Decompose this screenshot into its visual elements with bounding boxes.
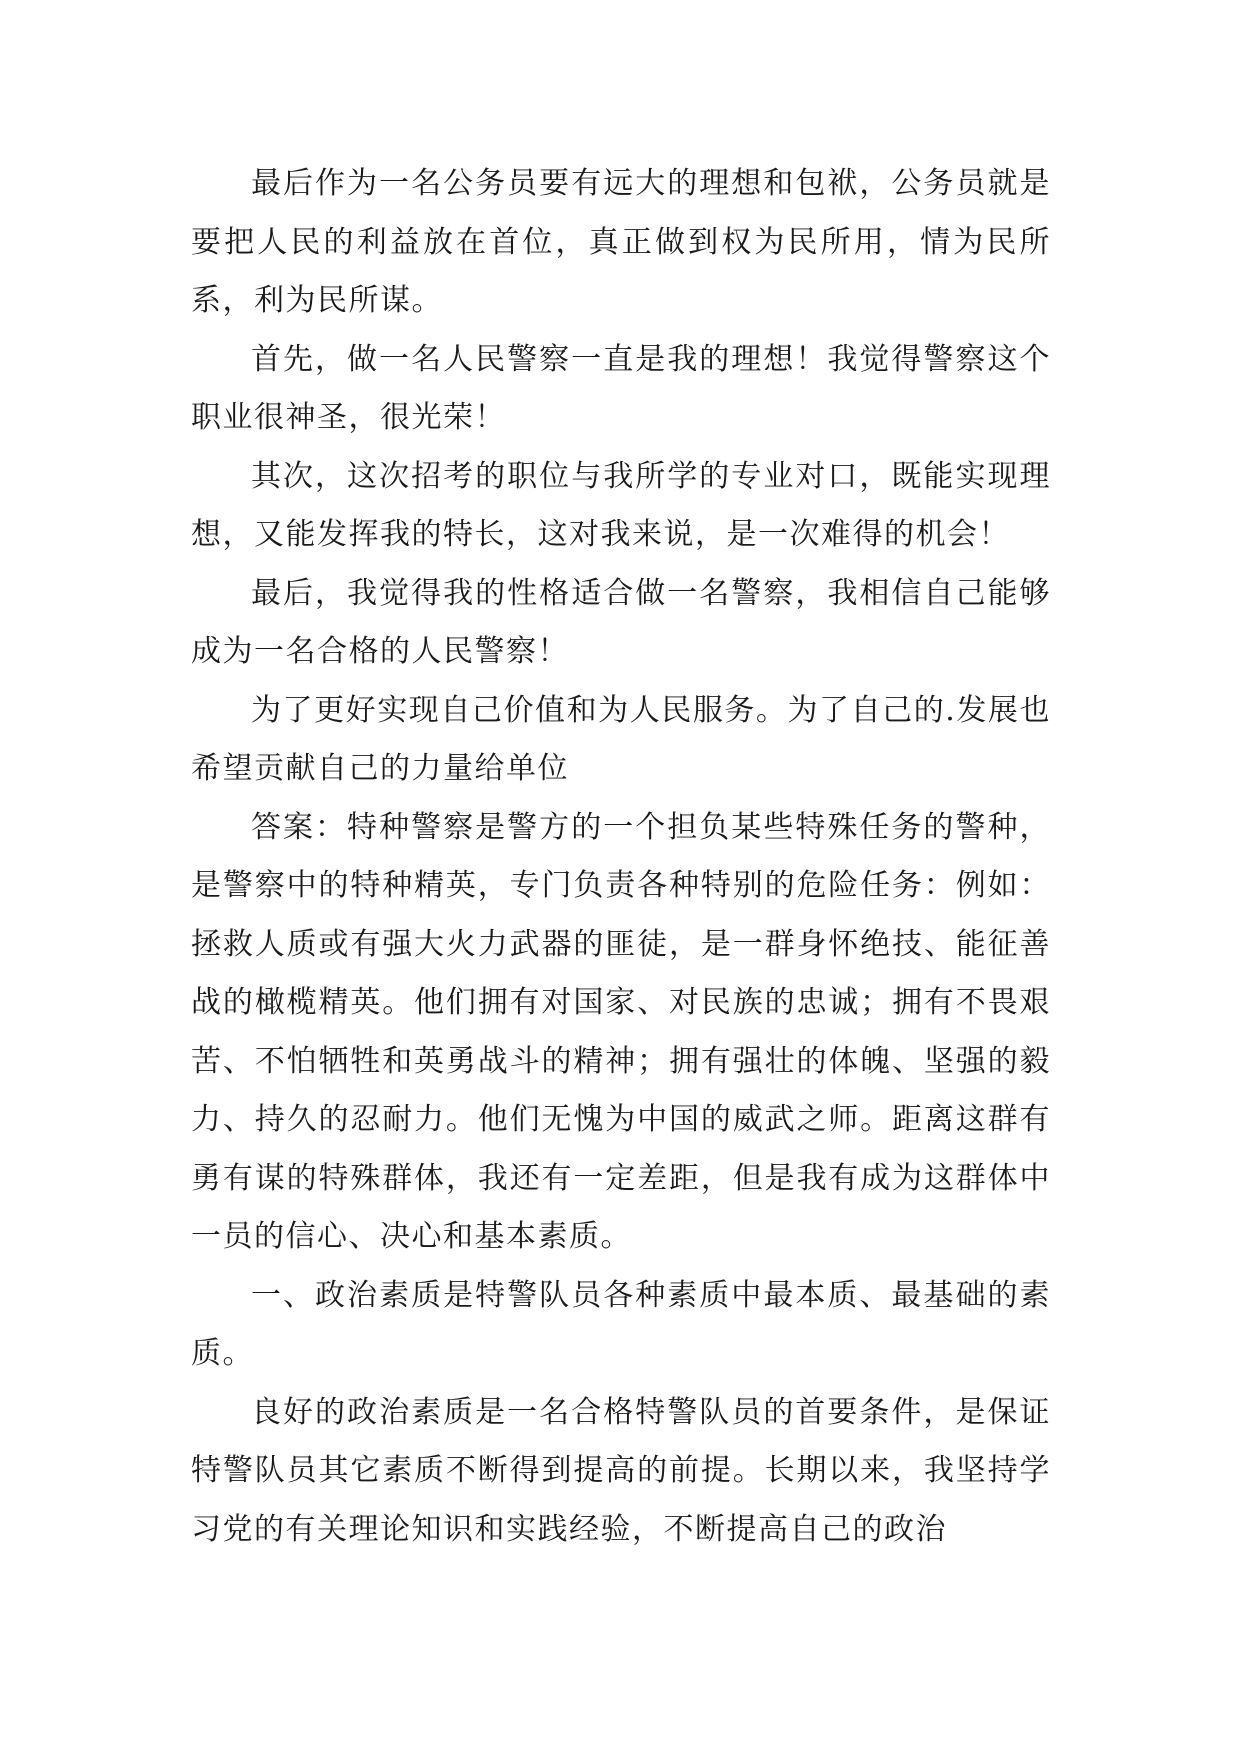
paragraph: 其次，这次招考的职位与我所学的专业对口，既能实现理想，又能发挥我的特长，这对我来说，是一次难得的机会！: [191, 458, 1051, 552]
paragraph: 首先，做一名人民警察一直是我的理想！我觉得警察这个职业很神圣，很光荣！: [191, 341, 1051, 435]
paragraph: 良好的政治素质是一名合格特警队员的首要条件，是保证特警队员其它素质不断得到提高的前提。长期以来，我坚持学习党的有关理论知识和实践经验，不断提高自己的政治: [191, 1394, 1051, 1547]
paragraph: 为了更好实现自己价值和为人民服务。为了自己的.发展也希望贡献自己的力量给单位: [191, 692, 1051, 786]
document-body: [191, 155, 1051, 1559]
paragraph: 最后作为一名公务员要有远大的理想和包袱，公务员就是要把人民的利益放在首位，真正做到权为民所用，情为民所系，利为民所谋。: [191, 166, 1051, 318]
paragraph: 答案：特种警察是警方的一个担负某些特殊任务的警种，是警察中的特种精英，专门负责各种特别的危险任务：例如：拯救人质或有强大火力武器的匪徒，是一群身怀绝技、能征善战的橄榄精英。他们拥有对国家、对民族的忠诚；拥有不畏艰苦、不怕牺牲和英勇战斗的精神；拥有强壮的体魄、坚强的毅力、持久的忍耐力。他们无愧为中国的威武之师。距离这群有勇有谋的特殊群体，我还有一定差距，但是我有成为这群体中一员的信心、决心和基本素质。: [191, 809, 1051, 1254]
paragraph: 一、政治素质是特警队员各种素质中最本质、最基础的素质。: [191, 1277, 1051, 1371]
paragraph: 最后，我觉得我的性格适合做一名警察，我相信自己能够成为一名合格的人民警察！: [191, 575, 1051, 669]
